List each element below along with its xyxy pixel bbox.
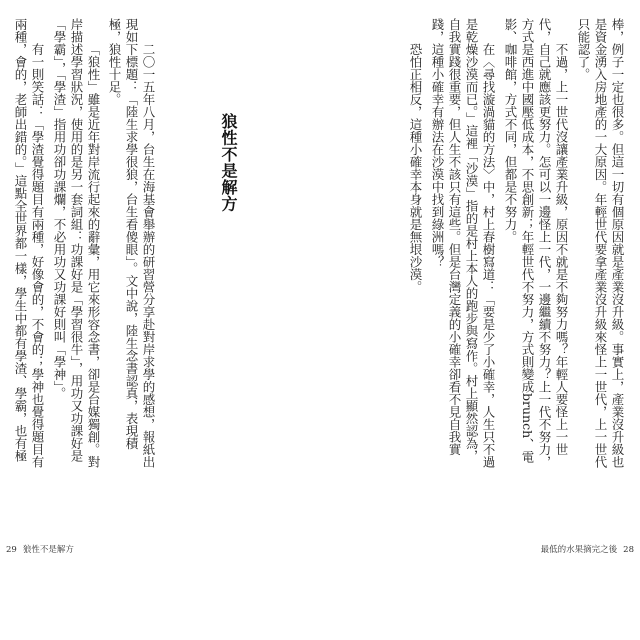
left-page-column: 兩種，會的，老師出錯的。」這點全世界都一樣，學生中都有學渣、學霸，也有極 (13, 18, 28, 462)
right-page-column: 自我實踐很重要，但人生不該只有這些。但是台灣定義的小確幸卻看不見自我實 (447, 18, 462, 456)
right-page-footer (541, 545, 634, 555)
running-head: 狼性不是解方 (22, 545, 74, 555)
left-page-column: 岸描述學習狀況，使用的是另一套詞組：功課好是「學習很牛」，用功又功課好是 (69, 18, 84, 462)
right-page-column: 恐怕正相反，這種小確幸本身就是無垠沙漠。 (408, 43, 423, 293)
right-page (320, 0, 640, 640)
left-page-column: 「狼性」雖是近年對岸流行起來的辭彙，用它來形容念書，卻是台媒獨創。對 (86, 43, 101, 468)
left-page-footer (6, 545, 74, 555)
left-page-column: 「學霸」，「學渣」指用功卻功課爛，不必用功又功課好則叫「學神」。 (52, 18, 67, 400)
right-page-column: 影、咖啡館，方式不同，但都是不努力。 (503, 18, 518, 243)
running-head: 最低的水果摘完之後 (540, 545, 618, 555)
right-page-column: 在〈尋找漩渦貓的方法〉中，村上春樹寫道：「要是少了小確幸，人生只不過 (481, 43, 496, 468)
right-page-column: 只能認了。 (576, 18, 591, 81)
left-page-column: 二〇一五年八月，台生在海基會舉辦的研習營分享赴對岸求學的感想，報紙出 (141, 43, 156, 468)
right-page-column: 踐，這種小確幸有辦法在沙漠中找到綠洲嗎？ (430, 18, 445, 268)
right-page-column: 不過，上一世代沒讓產業升級，原因不就是不夠努力嗎？年輕人要怪上一世 (554, 43, 569, 456)
right-page-column: 棒，例子一定也很多。但這一切有個原因就是產業沒升級。事實上，產業沒升級也 (610, 18, 625, 468)
left-page-column: 極，狼性十足。 (107, 18, 122, 106)
chapter-title: 狼性不是解方 (219, 113, 238, 212)
page-number: 29 (6, 545, 17, 555)
left-page-column: 有一則笑話：「學渣覺得題目有兩種，好像會的，不會的；學神也覺得題目有 (30, 43, 45, 468)
left-page-column: 現如下標題：「陸生求學很狼，台生看傻眼」。文中說，陸生念書認真，表現積 (124, 18, 139, 450)
page-number: 28 (623, 545, 634, 555)
right-page-column: 是乾燥沙漠而已。」這裡「沙漠」指的是村上本人的跑步與寫作。村上顯然認為， (464, 18, 479, 462)
right-page-column: 方式是西進中國壓低成本，不思創新；年輕世代不努力，方式則變成brunch、電 (520, 18, 535, 464)
right-page-column: 代，自己就應該更努力。怎可以一邊怪上一代，一邊繼續不努力？上一代不努力， (537, 18, 552, 468)
right-page-column: 是資金湧入房地產的一大原因。年輕世代要拿產業沒升級來怪上一世代，上一世代 (593, 18, 608, 468)
